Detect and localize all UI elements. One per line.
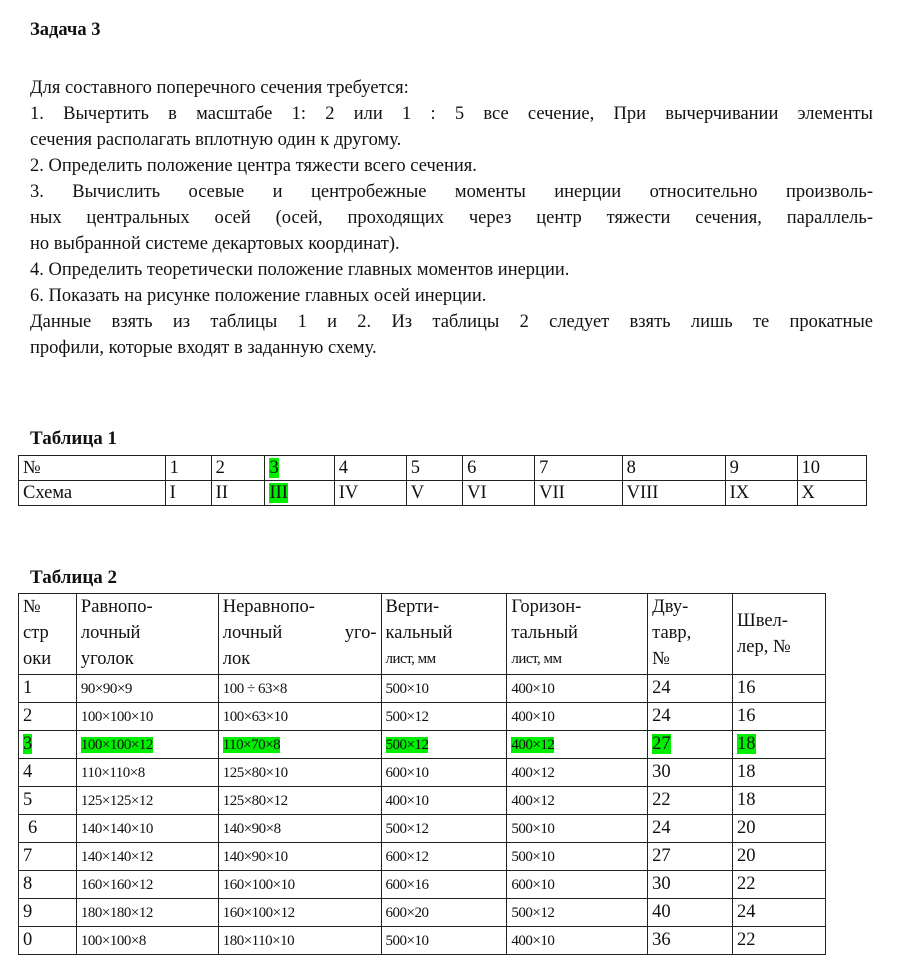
column-header: [19, 594, 77, 675]
table-cell: [733, 815, 826, 843]
cell-text: 600×12: [385, 849, 429, 865]
cell-text: 2: [215, 458, 225, 478]
cell-text: 10: [801, 458, 821, 478]
table-cell: [535, 481, 622, 506]
table-cell: [648, 899, 733, 927]
cell-text: 24: [737, 902, 756, 922]
table-cell: [76, 899, 218, 927]
cell-text: 180×110×10: [222, 933, 295, 949]
header-text: Дву-: [652, 597, 689, 617]
cell-text: 22: [737, 930, 756, 950]
cell-text: 5: [410, 458, 420, 478]
table-cell: [76, 815, 218, 843]
table-row: [19, 871, 826, 899]
cell-text: 100×100×12: [80, 737, 153, 753]
table-cell: [463, 456, 535, 481]
column-header: [76, 594, 218, 675]
cell-text: 8: [23, 874, 33, 894]
cell-text: 100 ÷ 63×8: [222, 681, 287, 697]
cell-text: 90×90×9: [80, 681, 132, 697]
cell-text: IX: [729, 483, 750, 503]
cell-text: 30: [652, 874, 671, 894]
table-cell: [507, 899, 648, 927]
table-cell: [733, 843, 826, 871]
table-cell: [406, 456, 462, 481]
cell-text: 2: [23, 706, 33, 726]
table-cell: [381, 731, 507, 759]
table-cell: [76, 927, 218, 955]
table-cell: [265, 456, 334, 481]
text-line: 4. Определить теоретически положение главных моментов инерции.: [30, 260, 570, 280]
cell-text: 24: [652, 706, 671, 726]
text-line: 2. Определить положение центра тяжести всего сечения.: [30, 156, 477, 176]
header-text: Швел-: [737, 611, 788, 631]
cell-text: 160×100×10: [222, 877, 295, 893]
text-line: 1. Вычертить в масштабе 1: 2 или 1 : 5 все сечение, При вычерчивании элементы: [30, 104, 873, 124]
table-cell: [381, 927, 507, 955]
table-cell: [218, 703, 381, 731]
table-cell: [648, 703, 733, 731]
table-row: [19, 787, 826, 815]
cell-text: IV: [338, 483, 359, 503]
column-header: [381, 594, 507, 675]
cell-text: 400×10: [511, 681, 555, 697]
table-cell: [218, 759, 381, 787]
cell-text: 140×140×10: [80, 821, 153, 837]
table-cell: [211, 481, 265, 506]
table-cell: [733, 731, 826, 759]
table-cell: [165, 456, 211, 481]
cell-text: X: [801, 483, 815, 503]
table-cell: [218, 787, 381, 815]
header-text: кальный: [385, 623, 453, 643]
table-cell: [265, 481, 334, 506]
cell-text: №: [23, 458, 41, 478]
text-line: сечения располагать вплотную один к другому.: [30, 130, 402, 150]
table-cell: [648, 927, 733, 955]
table2-caption: Таблица 2: [30, 567, 118, 588]
header-text: №: [652, 649, 670, 669]
table-cell: [19, 481, 166, 506]
table-cell: [648, 731, 733, 759]
cell-text: 9: [23, 902, 33, 922]
table-cell: [648, 843, 733, 871]
table-cell: [733, 927, 826, 955]
cell-text: 20: [737, 818, 756, 838]
table-cell: [19, 703, 77, 731]
column-header: [648, 594, 733, 675]
profiles-table: [18, 593, 826, 955]
cell-text: 27: [652, 846, 671, 866]
cell-text: 500×12: [511, 905, 555, 921]
cell-text: 27: [652, 734, 671, 754]
cell-text: 125×80×12: [222, 793, 288, 809]
cell-text: 5: [23, 790, 33, 810]
cell-text: 6: [467, 458, 477, 478]
table-row: [19, 899, 826, 927]
cell-text: 500×12: [385, 737, 429, 753]
column-header: [507, 594, 648, 675]
table-row: [19, 481, 867, 506]
table-cell: [381, 843, 507, 871]
cell-text: 400×12: [511, 737, 555, 753]
table-cell: [733, 759, 826, 787]
table-cell: [648, 871, 733, 899]
cell-text: 140×90×8: [222, 821, 281, 837]
table-cell: [19, 843, 77, 871]
table-cell: [19, 787, 77, 815]
table-cell: [507, 787, 648, 815]
table-cell: [76, 759, 218, 787]
cell-text: 3: [269, 458, 279, 478]
table-row: [19, 703, 826, 731]
table-cell: [648, 815, 733, 843]
table-row: [19, 675, 826, 703]
cell-text: V: [410, 483, 425, 503]
table-cell: [733, 675, 826, 703]
cell-text: 500×10: [385, 933, 429, 949]
table-cell: [381, 675, 507, 703]
table-cell: [19, 815, 77, 843]
header-text: лочный: [80, 623, 141, 643]
table-cell: [165, 481, 211, 506]
table-cell: [381, 703, 507, 731]
header-text: стр: [23, 623, 49, 643]
cell-text: 18: [737, 790, 756, 810]
cell-text: 0: [23, 930, 33, 950]
cell-text: II: [215, 483, 228, 503]
table-cell: [733, 871, 826, 899]
cell-text: 400×12: [511, 765, 555, 781]
table-cell: [648, 787, 733, 815]
header-text: тальный: [511, 623, 578, 643]
table-cell: [622, 481, 725, 506]
cell-text: 100×63×10: [222, 709, 288, 725]
table-cell: [334, 481, 406, 506]
cell-text: 400×10: [511, 933, 555, 949]
table-cell: [211, 456, 265, 481]
cell-text: 36: [652, 930, 671, 950]
cell-text: 16: [737, 706, 756, 726]
table-cell: [381, 899, 507, 927]
cell-text: 22: [652, 790, 671, 810]
cell-text: 125×125×12: [80, 793, 153, 809]
cell-text: 400×10: [511, 709, 555, 725]
table-row: [19, 843, 826, 871]
header-text: лист, мм: [511, 651, 562, 667]
table-cell: [507, 759, 648, 787]
table-cell: [218, 731, 381, 759]
table-cell: [535, 456, 622, 481]
header-text: лер, №: [737, 637, 791, 657]
cell-text: 600×16: [385, 877, 429, 893]
cell-text: 24: [652, 818, 671, 838]
table-cell: [507, 927, 648, 955]
cell-text: 4: [23, 762, 33, 782]
cell-text: 22: [737, 874, 756, 894]
cell-text: 20: [737, 846, 756, 866]
cell-text: 16: [737, 678, 756, 698]
table-cell: [381, 815, 507, 843]
cell-text: 500×12: [385, 821, 429, 837]
table-cell: [76, 731, 218, 759]
table-cell: [19, 871, 77, 899]
table-cell: [334, 456, 406, 481]
cell-text: 7: [539, 458, 549, 478]
table-row: [19, 731, 826, 759]
table-cell: [76, 787, 218, 815]
cell-text: 500×12: [385, 709, 429, 725]
cell-text: 600×10: [385, 765, 429, 781]
table-cell: [725, 456, 797, 481]
table-row: [19, 456, 867, 481]
cell-text: 6: [28, 818, 38, 838]
header-text: Равнопо-: [80, 597, 153, 617]
cell-text: 500×10: [385, 681, 429, 697]
table-cell: [463, 481, 535, 506]
table-cell: [218, 675, 381, 703]
cell-text: 160×160×12: [80, 877, 153, 893]
header-text: лист, мм: [385, 651, 436, 667]
header-row: [19, 594, 826, 675]
cell-text: 24: [652, 678, 671, 698]
table-cell: [507, 731, 648, 759]
header-text: Верти-: [385, 597, 440, 617]
table-cell: [76, 703, 218, 731]
cell-text: 8: [626, 458, 636, 478]
table-cell: [381, 759, 507, 787]
table-cell: [19, 456, 166, 481]
cell-text: 600×10: [511, 877, 555, 893]
cell-text: I: [169, 483, 176, 503]
task-title: Задача 3: [30, 20, 101, 40]
cell-text: 9: [729, 458, 739, 478]
cell-text: 110×110×8: [80, 765, 145, 781]
cell-text: 500×10: [511, 821, 555, 837]
table-cell: [648, 675, 733, 703]
cell-text: 140×140×12: [80, 849, 153, 865]
table-cell: [19, 927, 77, 955]
cell-text: 600×20: [385, 905, 429, 921]
table-cell: [507, 703, 648, 731]
text-line: ных центральных осей (осей, проходящих через центр тяжести сечения, параллель-: [30, 208, 873, 228]
table-cell: [648, 759, 733, 787]
table-cell: [218, 899, 381, 927]
cell-text: 1: [23, 678, 33, 698]
table-cell: [381, 871, 507, 899]
header-text: тавр,: [652, 623, 692, 643]
task-text: [30, 75, 873, 361]
cell-text: 500×10: [511, 849, 555, 865]
cell-text: Схема: [23, 483, 73, 503]
header-text: оки: [23, 649, 52, 669]
cell-text: VI: [467, 483, 487, 503]
text-line: 6. Показать на рисунке положение главных осей инерции.: [30, 286, 487, 306]
cell-text: VII: [539, 483, 565, 503]
table-row: [19, 927, 826, 955]
table-cell: [19, 731, 77, 759]
text-line: но выбранной системе декартовых координат).: [30, 234, 400, 254]
column-header: [733, 594, 826, 675]
cell-text: 400×12: [511, 793, 555, 809]
cell-text: 400×10: [385, 793, 429, 809]
table-cell: [218, 871, 381, 899]
cell-text: 7: [23, 846, 33, 866]
cell-text: 180×180×12: [80, 905, 153, 921]
table-cell: [797, 456, 866, 481]
table-cell: [76, 871, 218, 899]
cell-text: 1: [169, 458, 179, 478]
text-line: 3. Вычислить осевые и центробежные моменты инерции относительно произволь-: [30, 182, 873, 202]
cell-text: 18: [737, 734, 756, 754]
table-row: [19, 759, 826, 787]
cell-text: 18: [737, 762, 756, 782]
table-cell: [218, 843, 381, 871]
table-cell: [19, 675, 77, 703]
header-text: №: [23, 597, 41, 617]
table-cell: [507, 843, 648, 871]
text-line: Данные взять из таблицы 1 и 2. Из таблицы 2 следует взять лишь те прокатные: [30, 312, 873, 332]
table-cell: [381, 787, 507, 815]
cell-text: 40: [652, 902, 671, 922]
header-text: уголок: [80, 649, 134, 669]
table-cell: [507, 675, 648, 703]
cell-text: III: [269, 483, 288, 503]
table-row: [19, 815, 826, 843]
cell-text: 160×100×12: [222, 905, 295, 921]
table-cell: [406, 481, 462, 506]
table-cell: [507, 871, 648, 899]
table-cell: [507, 815, 648, 843]
text-line: Для составного поперечного сечения требуется:: [30, 78, 409, 98]
table-cell: [76, 675, 218, 703]
cell-text: 125×80×10: [222, 765, 288, 781]
cell-text: VIII: [626, 483, 659, 503]
table-cell: [19, 899, 77, 927]
cell-text: 100×100×10: [80, 709, 153, 725]
scheme-table: [18, 455, 867, 506]
cell-text: 110×70×8: [222, 737, 281, 753]
cell-text: 3: [23, 734, 33, 754]
header-text: лок: [222, 649, 251, 669]
table-cell: [218, 927, 381, 955]
table-cell: [733, 703, 826, 731]
table-cell: [733, 787, 826, 815]
table-cell: [797, 481, 866, 506]
cell-text: 100×100×8: [80, 933, 146, 949]
table-cell: [733, 899, 826, 927]
table-cell: [622, 456, 725, 481]
table1-caption: Таблица 1: [30, 428, 118, 449]
cell-text: 140×90×10: [222, 849, 288, 865]
header-text: Горизон-: [511, 597, 582, 617]
table-cell: [725, 481, 797, 506]
table-cell: [76, 843, 218, 871]
text-line: профили, которые входят в заданную схему.: [30, 338, 377, 358]
header-text: Неравнопо-: [222, 597, 315, 617]
cell-text: 4: [338, 458, 349, 478]
table-cell: [218, 815, 381, 843]
column-header: [218, 594, 381, 675]
table-cell: [19, 759, 77, 787]
header-text: лочный уго-: [222, 623, 377, 643]
cell-text: 30: [652, 762, 671, 782]
